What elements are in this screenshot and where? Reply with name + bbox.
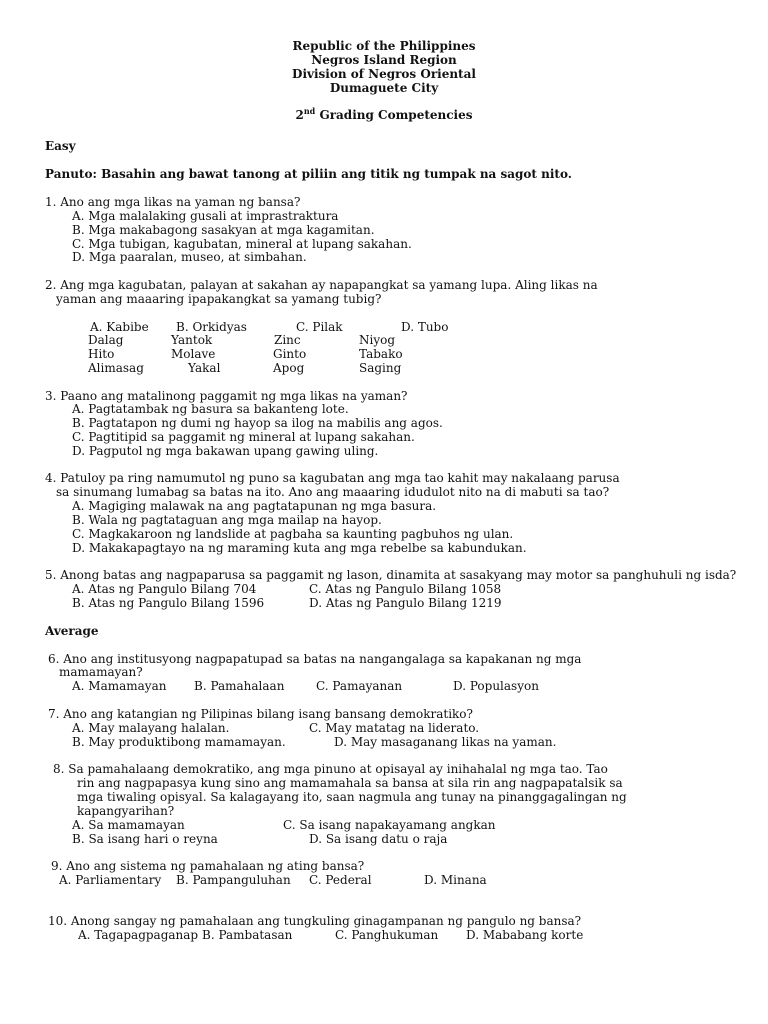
q5-choice-d: D. Atas ng Pangulo Bilang 1219 [309,596,502,610]
q1-choice-a: A. Mga malalaking gusali at imprastraktura [72,209,339,223]
q9-choice-a: A. Parliamentary [59,873,162,887]
q4-choice-d: D. Makakapagtayo na ng maraming kuta ang mga rebelbe sa kabundukan. [72,541,527,555]
q2-grid-cell: B. Orkidyas [176,320,247,334]
q5-choice-b: B. Atas ng Pangulo Bilang 1596 [72,596,265,610]
q3-choice-b: B. Pagtatapon ng dumi ng hayop sa ilog na mabilis ang agos. [72,416,443,430]
q6-choice-d: D. Populasyon [453,679,539,693]
q6-choice-c: C. Pamayanan [316,679,403,693]
header-line-3: Division of Negros Oriental [292,67,476,81]
q3-choice-c: C. Pagtitipid sa paggamit ng mineral at lupang sakahan. [72,430,415,444]
q2-grid-cell: Alimasag [88,361,144,375]
q8-choice-b: B. Sa isang hari o reyna [72,832,218,846]
q2-grid-cell: Yakal [188,361,221,375]
q10-choice-d: D. Mababang korte [466,928,584,942]
q2-grid-cell: D. Tubo [401,320,449,334]
grading-superscript: nd [303,106,316,116]
q3-choice-a: A. Pagtatambak ng basura sa bakanteng lote. [72,402,349,416]
header-line-1: Republic of the Philippines [292,39,476,53]
q2-stem-line-1: 2. Ang mga kagubatan, palayan at sakahan ay napapangkat sa yamang lupa. Aling likas na [45,278,598,292]
section-easy: Easy [45,139,76,153]
q1-choice-b: B. Mga makabagong sasakyan at mga kagamitan. [72,223,375,237]
header-line-4: Dumaguete City [329,81,439,95]
q9-choice-b: B. Pampanguluhan [176,873,291,887]
q9-choice-d: D. Minana [424,873,487,887]
section-average: Average [45,624,99,638]
q4-choice-c: C. Magkakaroon ng landslide at pagbaha sa kaunting pagbuhos ng ulan. [72,527,514,541]
q1-stem: 1. Ano ang mga likas na yaman ng bansa? [45,195,301,209]
q2-grid-cell: Tabako [359,347,403,361]
q2-grid-cell: Molave [171,347,216,361]
q4-stem-line-1: 4. Patuloy pa ring namumutol ng puno sa kagubatan ang mga tao kahit may nakalaang parusa [45,471,620,485]
q8-stem-line-3: mga tiwaling opisyal. Sa kalagayang ito, saan nagmula ang tunay na pinanggagalingan ng [77,790,627,804]
q6-stem-line-1: 6. Ano ang institusyong nagpapatupad sa batas na nangangalaga sa kapakanan ng mga [48,652,582,666]
q7-choice-a: A. May malayang halalan. [72,721,230,735]
grading-title-text: Grading Competencies [315,108,473,122]
q2-stem-line-2: yaman ang maaaring ipapakangkat sa yamang tubig? [56,292,382,306]
q2-grid-cell: Niyog [359,333,396,347]
q2-grid-cell: Hito [88,347,115,361]
q2-grid-cell: Saging [359,361,402,375]
q2-grid-cell: C. Pilak [296,320,343,334]
q7-choice-c: C. May matatag na liderato. [309,721,480,735]
q8-stem-line-4: kapangyarihan? [77,804,175,818]
q6-stem-line-2: mamamayan? [59,665,143,679]
q4-stem-line-2: sa sinumang lumabag sa batas na ito. Ano ang maaaring idudulot nito na di mabuti sa tao? [56,485,610,499]
q2-grid-cell: Yantok [171,333,213,347]
q1-choice-d: D. Mga paaralan, museo, at simbahan. [72,250,307,264]
q5-choice-c: C. Atas ng Pangulo Bilang 1058 [309,582,502,596]
q2-grid-cell: Apog [273,361,305,375]
q3-choice-d: D. Pagputol ng mga bakawan upang gawing uling. [72,444,379,458]
q10-choice-a: A. Tagapagpaganap [78,928,199,942]
q5-choice-a: A. Atas ng Pangulo Bilang 704 [72,582,257,596]
q2-grid-cell: Dalag [88,333,124,347]
q10-stem: 10. Anong sangay ng pamahalaan ang tungkuling ginagampanan ng pangulo ng bansa? [48,914,582,928]
q8-choice-d: D. Sa isang datu o raja [309,832,448,846]
q2-grid-cell: A. Kabibe [90,320,149,334]
q9-choice-c: C. Pederal [309,873,372,887]
q10-choice-c: C. Panghukuman [335,928,439,942]
q10-choice-b: B. Pambatasan [202,928,293,942]
q6-choice-a: A. Mamamayan [72,679,167,693]
q2-grid-cell: Ginto [273,347,307,361]
q8-stem-line-1: 8. Sa pamahalaang demokratiko, ang mga pinuno at opisayal ay inihahalal ng mga tao. Tao [53,762,608,776]
header-line-2: Negros Island Region [311,53,457,67]
q6-choice-b: B. Pamahalaan [194,679,285,693]
q9-stem: 9. Ano ang sistema ng pamahalaan ng ating bansa? [51,859,365,873]
q7-choice-d: D. May masaganang likas na yaman. [334,735,557,749]
q8-choice-a: A. Sa mamamayan [72,818,185,832]
q1-choice-c: C. Mga tubigan, kagubatan, mineral at lupang sakahan. [72,237,412,251]
q8-stem-line-2: rin ang nagpapasya kung sino ang mamamahala sa bansa at sila rin ang nagpapatalsik sa [77,776,623,790]
q4-choice-a: A. Magiging malawak na ang pagtatapunan ng mga basura. [72,499,437,513]
q7-choice-b: B. May produktibong mamamayan. [72,735,286,749]
q4-choice-b: B. Wala ng pagtataguan ang mga mailap na hayop. [72,513,382,527]
q2-grid-cell: Zinc [274,333,301,347]
q8-choice-c: C. Sa isang napakayamang angkan [283,818,496,832]
grading-title [0,108,768,122]
q5-stem: 5. Anong batas ang nagpaparusa sa paggamit ng lason, dinamita at sasakyang may motor sa panghuhuli ng isda? [45,568,737,582]
grading-number: 2 [295,108,304,122]
q3-stem: 3. Paano ang matalinong paggamit ng mga likas na yaman? [45,389,408,403]
instructions: Panuto: Basahin ang bawat tanong at piliin ang titik ng tumpak na sagot nito. [45,167,572,181]
q7-stem: 7. Ano ang katangian ng Pilipinas bilang isang bansang demokratiko? [48,707,473,721]
